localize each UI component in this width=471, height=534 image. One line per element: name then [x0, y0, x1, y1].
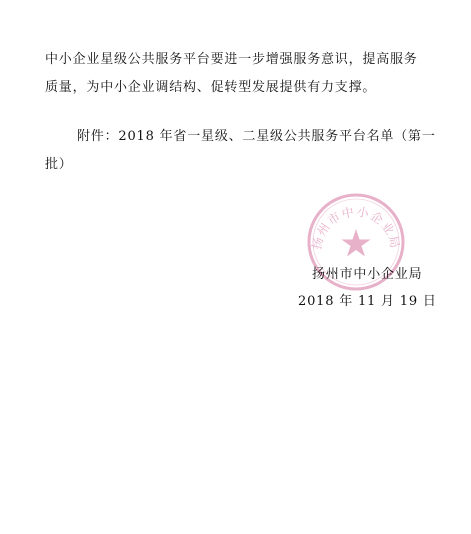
- seal-text: 扬州市中小企业局: [309, 204, 403, 251]
- body-paragraph-line-2: 质量，为中小企业调结构、促转型发展提供有力支撑。: [45, 80, 377, 95]
- body-paragraph-line-1: 中小企业星级公共服务平台要进一步增强服务意识，提高服务: [45, 52, 418, 67]
- attachment-line-2: 批）: [45, 157, 73, 172]
- issuer-name: 扬州市中小企业局: [312, 267, 423, 282]
- issue-date: 2018 年 11 月 19 日: [298, 294, 437, 309]
- attachment-line-1: 附件：2018 年省一星级、二星级公共服务平台名单（第一: [77, 129, 436, 144]
- seal-star: [342, 229, 371, 257]
